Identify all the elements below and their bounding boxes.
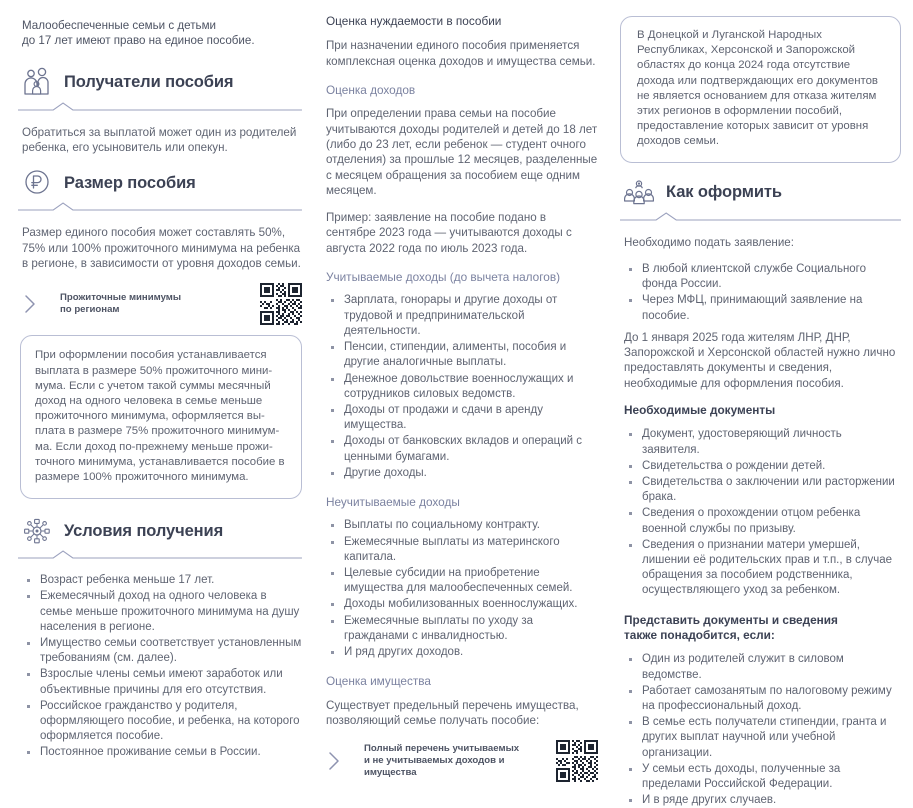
- section-title-recipients: Получатели пособия: [64, 73, 234, 92]
- how-to-apply-note: До 1 января 2025 года жителям ЛНР, ДНР, Запорожской и Херсонской областей нужно лично предоставлять документы и сведения, необходимые для оформления пособия.: [624, 330, 896, 390]
- ruble-coin-icon: [20, 167, 54, 199]
- section-header-recipients: [20, 67, 302, 99]
- recipients-body: Обратиться за выплатой может один из родителей ребенка, его усыновитель или опекун.: [22, 125, 297, 155]
- section-header-amount: [20, 167, 302, 199]
- column-left: [18, 14, 314, 759]
- list-item: Имущество семьи соответствует установленным требованиям (см. далее).: [24, 636, 302, 666]
- list-item: Доходы мобилизованных военнослужащих.: [328, 597, 598, 612]
- list-item: Денежное довольствие военнослужащих и сотрудников силовых ведомств.: [328, 372, 598, 402]
- qr-code[interactable]: [556, 740, 598, 782]
- list-item: Ежемесячные выплаты из материнского капитала.: [328, 535, 598, 565]
- list-item: Ежемесячный доход на одного человека в семье меньше прожиточного минимума на душу населения в регионе.: [24, 589, 302, 635]
- list-item: В семье есть получатели стипендии, гранта и других выплат научной или учебной организации.: [626, 715, 901, 761]
- link-row-full-list[interactable]: [326, 740, 598, 782]
- column-middle: [314, 14, 610, 779]
- heading-uncounted-income: Неучитываемые доходы: [325, 494, 460, 509]
- conditions-list: [18, 573, 302, 760]
- list-item: Свидетельства о рождении детей.: [626, 459, 901, 474]
- chevron-right-icon: [22, 291, 38, 317]
- link-label-line-2: по регионам: [60, 304, 120, 316]
- heading-required-documents: Необходимые документы: [624, 402, 776, 417]
- people-gear-icon: [622, 177, 656, 209]
- list-item: Работает самозанятым по налоговому режиму на профессиональный доход.: [626, 684, 901, 714]
- heading-counted-income: Учитываемые доходы (до вычета налогов): [325, 270, 561, 285]
- callout-amount-rules: При оформлении пособия устанавливается выплата в размере 50% прожиточного минимума. Если с учетом такой суммы месячный доход на одного человека в семье меньше прожиточного минимума, оформляется выплата в размере 75% прожиточного минимумма. Если доход по-прежнему меньше прожиточного минимума, устанавливается пособие в размере 100% прожиточного минимума.: [20, 335, 302, 499]
- income-assessment-body: При определении права семьи на пособие учитываются доходы родителей и детей до 18 лет (либо до 23 лет, если ребенок — студент очного отделения) за прошлые 12 месяцев, разделенные с месяцем обращения за пособием еще одним месяцем.: [325, 107, 598, 197]
- intro-line-1: Малообеспеченные семьи с детьми: [22, 19, 217, 32]
- list-item: Доходы от продажи и сдачи в аренду имущества.: [328, 403, 598, 433]
- link-label-line-2: и не учитываемых доходов и имущества: [363, 754, 505, 779]
- list-item: Целевые субсидии на приобретение имущества для малообеспеченных семей.: [328, 566, 598, 596]
- callout-new-regions: В Донецкой и Луганской Народных Республиках, Херсонской и Запорожской областях до конца 2024 года отсутствие дохода или подтверждающих его документов не является основанием для отказа жителям этих регионов в оформлении пособий, предоставление которых зависит от уровня доходов семьи.: [620, 16, 901, 163]
- list-item: Один из родителей служит в силовом ведомстве.: [626, 652, 901, 682]
- link-row-living-wage[interactable]: [22, 283, 302, 325]
- list-item: Доходы от банковских вкладов и операций с ценными бумагами.: [328, 434, 598, 464]
- link-label-line-1: Полный перечень учитываемых: [363, 742, 520, 754]
- list-item: Взрослые члены семьи имеют заработок или объективные причины для его отсутствия.: [24, 667, 302, 697]
- property-assessment-body: Существует предельный перечень имущества, позволяющий семье получать пособие:: [325, 698, 579, 727]
- section-divider: [18, 201, 302, 213]
- heading-also-required: [624, 613, 901, 644]
- list-item: Ежемесячные выплаты по уходу за гражданами с инвалидностью.: [328, 614, 598, 644]
- how-to-apply-list: [620, 262, 901, 324]
- section-title-how-to-apply: Как оформить: [666, 183, 782, 202]
- heading-property-assessment: Оценка имущества: [325, 674, 431, 689]
- list-item: Постоянное проживание семьи в России.: [24, 745, 302, 760]
- list-item: И ряд других доходов.: [328, 645, 598, 660]
- link-label-living-wage: [48, 292, 250, 317]
- link-label-line-1: Прожиточные минимумы: [60, 291, 182, 303]
- section-title-amount: Размер пособия: [64, 173, 196, 192]
- list-item: Другие доходы.: [328, 466, 598, 481]
- section-header-conditions: [20, 515, 302, 547]
- heading-needs-assessment: Оценка нуждаемости в пособии: [325, 14, 502, 28]
- section-header-how-to-apply: [622, 177, 901, 209]
- list-item: У семьи есть доходы, полученные за пределами Российской Федерации.: [626, 762, 901, 792]
- network-nodes-icon: [20, 515, 54, 547]
- list-item: Зарплата, гонорары и другие доходы от трудовой и предпринимательской деятельности.: [328, 293, 598, 339]
- needs-assessment-body: При назначении единого пособия применяется комплексная оценка доходов и имущества семьи.: [325, 39, 596, 68]
- list-item: В любой клиентской службе Социального фонда России.: [626, 262, 901, 292]
- section-divider: [620, 211, 901, 223]
- intro-paragraph: [22, 18, 302, 49]
- list-item: Возраст ребенка меньше 17 лет.: [24, 573, 302, 588]
- counted-income-list: [322, 293, 598, 480]
- list-item: Свидетельства о заключении или расторжении брака.: [626, 475, 901, 505]
- chevron-right-icon: [326, 748, 342, 774]
- also-required-list: [620, 652, 901, 808]
- income-assessment-example: Пример: заявление на пособие подано в сентябре 2023 года — учитываются доходы с августа 2022 года по июль 2023 года.: [325, 211, 572, 255]
- required-documents-list: [620, 427, 901, 598]
- intro-line-2: до 17 лет имеют право на единое пособие.: [22, 34, 255, 48]
- column-right: [610, 14, 901, 807]
- list-item: Сведения о признании матери умершей, лишении её родительских прав и т.п., в случае обращения за пособием родственника, осуществляющего уход за ребенком.: [626, 538, 901, 599]
- amount-body: Размер единого пособия может составлять 50%, 75% или 100% прожиточного минимума на ребенка в регионе, в зависимости от уровня доходов семьи.: [22, 226, 301, 270]
- list-item: Сведения о прохождении отцом ребенка военной службы по призыву.: [626, 506, 901, 536]
- list-item: Пенсии, стипендии, алименты, пособия и другие аналогичные выплаты.: [328, 340, 598, 370]
- link-label-full-list: [352, 743, 546, 780]
- heading-also-required-line-1: Представить документы и сведения: [624, 612, 838, 627]
- qr-code[interactable]: [260, 283, 302, 325]
- heading-income-assessment: Оценка доходов: [325, 83, 416, 97]
- section-divider: [18, 101, 302, 113]
- list-item: Документ, удостоверяющий личность заявителя.: [626, 427, 901, 457]
- uncounted-income-list: [322, 518, 598, 660]
- list-item: И в ряде других случаев.: [626, 793, 901, 808]
- family-group-icon: [20, 67, 54, 99]
- list-item: Выплаты по социальному контракту.: [328, 518, 598, 533]
- how-to-apply-intro: Необходимо подать заявление:: [624, 235, 794, 249]
- list-item: Через МФЦ, принимающий заявление на пособие.: [626, 293, 901, 323]
- list-item: Российское гражданство у родителя, оформляющего пособие, и ребенка, на которого оформляется пособие.: [24, 699, 302, 745]
- section-title-conditions: Условия получения: [64, 521, 224, 540]
- heading-also-required-line-2: также понадобится, если:: [624, 627, 775, 642]
- section-divider: [18, 549, 302, 561]
